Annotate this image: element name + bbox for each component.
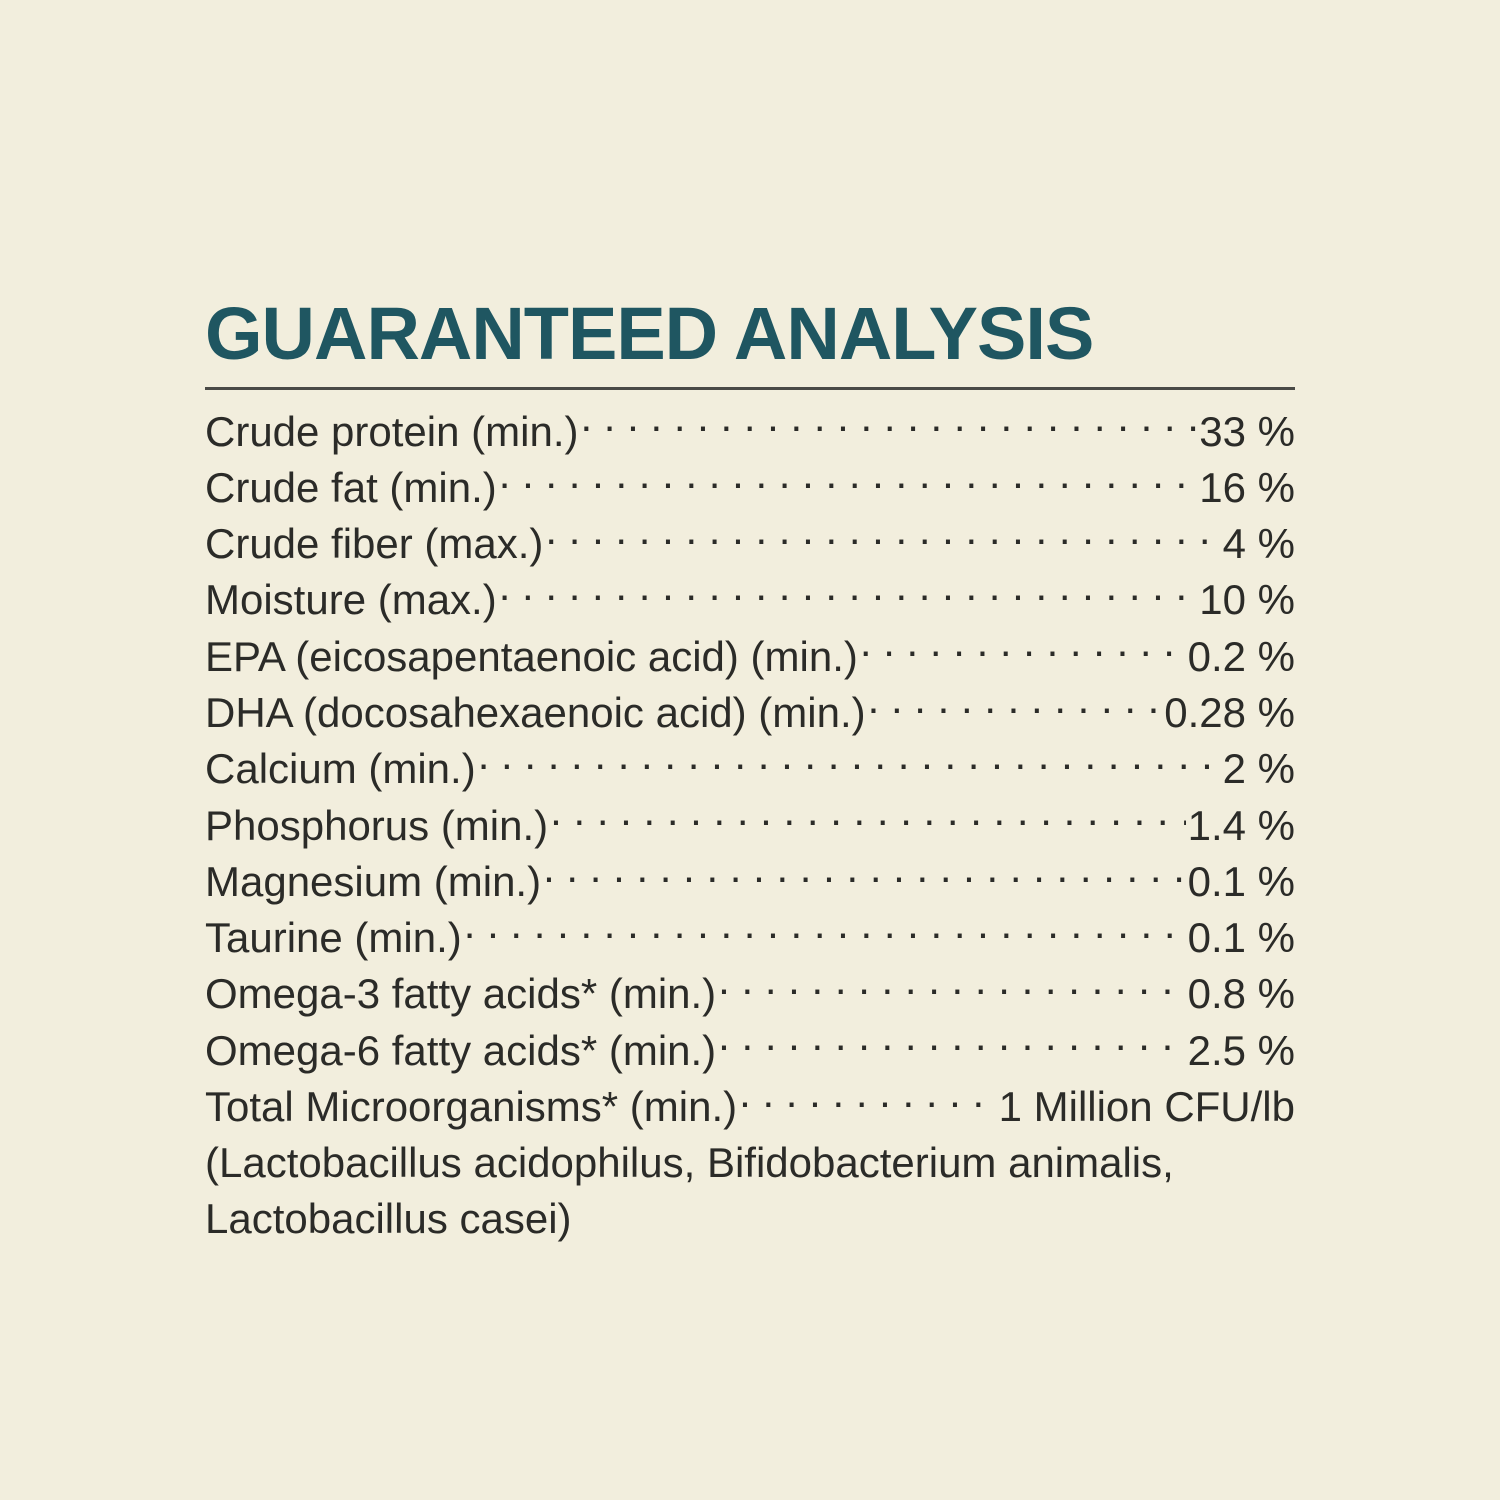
analysis-list [205, 404, 1295, 1135]
analysis-row-label: Moisture (max.) [205, 576, 497, 624]
analysis-row-label: Magnesium (min.) [205, 857, 542, 905]
analysis-row [205, 854, 1295, 910]
analysis-row [205, 572, 1295, 628]
analysis-row-value: 16 % [1199, 463, 1295, 511]
dot-leader [739, 1079, 996, 1121]
dot-leader [718, 966, 1185, 1008]
analysis-row-value: 33 % [1199, 407, 1295, 455]
analysis-row-label: Omega-3 fatty acids* (min.) [205, 970, 717, 1018]
analysis-row-value: 0.28 % [1164, 689, 1295, 737]
analysis-row-value: 2 % [1222, 745, 1295, 793]
analysis-row-value: 4 % [1222, 520, 1295, 568]
title-divider [205, 387, 1295, 390]
analysis-footnote: (Lactobacillus acidophilus, Bifidobacterium animalis, Lactobacillus casei) [205, 1139, 1174, 1243]
analysis-row [205, 404, 1295, 460]
guaranteed-analysis-panel [205, 292, 1295, 1248]
analysis-row-label: DHA (docosahexaenoic acid) (min.) [205, 689, 866, 737]
analysis-row-label: Phosphorus (min.) [205, 801, 549, 849]
page-title: GUARANTEED ANALYSIS [205, 292, 1094, 375]
analysis-row-label: Crude fat (min.) [205, 463, 497, 511]
dot-leader [478, 741, 1221, 783]
dot-leader [545, 516, 1220, 558]
dot-leader [718, 1023, 1185, 1065]
analysis-row [205, 685, 1295, 741]
analysis-row-value: 1.4 % [1187, 801, 1295, 849]
analysis-row-value: 0.1 % [1187, 914, 1295, 962]
dot-leader [499, 572, 1198, 614]
analysis-row [205, 798, 1295, 854]
analysis-row [205, 1023, 1295, 1079]
analysis-row [205, 1079, 1295, 1135]
analysis-row-label: Total Microorganisms* (min.) [205, 1082, 738, 1130]
analysis-row-value: 0.8 % [1187, 970, 1295, 1018]
analysis-row [205, 741, 1295, 797]
dot-leader [550, 798, 1185, 840]
analysis-row-value: 0.1 % [1187, 857, 1295, 905]
dot-leader [499, 460, 1198, 502]
dot-leader [464, 910, 1186, 952]
analysis-row-value: 2.5 % [1187, 1026, 1295, 1074]
dot-leader [868, 685, 1163, 727]
analysis-row [205, 460, 1295, 516]
analysis-row-label: Omega-6 fatty acids* (min.) [205, 1026, 717, 1074]
dot-leader [860, 629, 1186, 671]
analysis-row-label: EPA (eicosapentaenoic acid) (min.) [205, 632, 858, 680]
dot-leader [580, 404, 1197, 446]
analysis-row-label: Calcium (min.) [205, 745, 476, 793]
analysis-row-value: 1 Million CFU/lb [998, 1082, 1295, 1130]
analysis-row-label: Taurine (min.) [205, 914, 462, 962]
analysis-row-label: Crude fiber (max.) [205, 520, 544, 568]
analysis-row-value: 10 % [1199, 576, 1295, 624]
analysis-row [205, 629, 1295, 685]
dot-leader [543, 854, 1186, 896]
analysis-row-value: 0.2 % [1187, 632, 1295, 680]
analysis-row-label: Crude protein (min.) [205, 407, 579, 455]
analysis-row [205, 516, 1295, 572]
analysis-row [205, 966, 1295, 1022]
analysis-row [205, 910, 1295, 966]
